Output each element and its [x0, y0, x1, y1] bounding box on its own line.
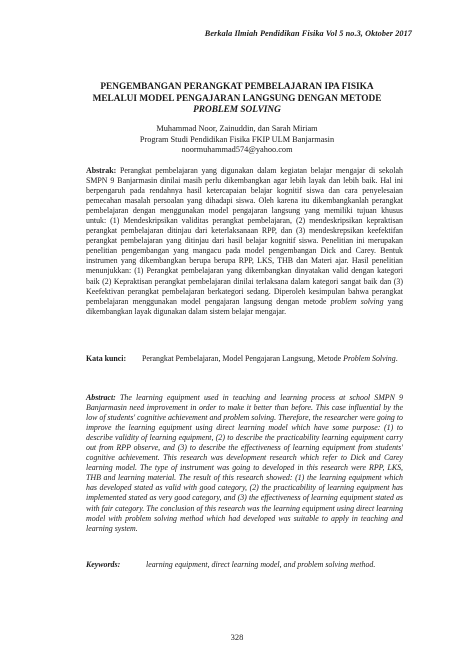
author-names: Muhammad Noor, Zainuddin, dan Sarah Miriam: [156, 124, 318, 133]
kata-kunci-italic: Problem Solving: [343, 354, 396, 363]
abstrak-text-end: yang dikembangkan layak digunakan dalam sistem belajar mengajar.: [86, 296, 404, 316]
abstrak-section: [86, 166, 403, 317]
abstrak-label: Abstrak:: [86, 166, 117, 175]
abstract-label: Abstract:: [86, 393, 116, 402]
abstrak-text: Perangkat pembelajaran yang digunakan dalam kegiatan belajar mengajar di sekolah SMPN 9 Banjarmasin dinilai masih perlu dikembangkan agar lebih layak dan lebih baik. Hal ini berpengaruh pada rendahnya hasil ketercapaian belajar kognitif siswa dan cara penyelesaian pemecahan masalah persoalan yang dihadapi siswa. Oleh karena itu dikembangkanlah perangkat pembelajaran dengan menggunakan model pengajaran langsung yang memiliki tujuan khusus untuk: (1) Mendeskripsikan validitas perangkat pembelajaran, (2) mendeskripsikan kepraktisan perangkat pembelajaran ditinjau dari keterlaksanaan RPP, dan (3) mendeskrepsikan keefektifan perangkat pembelajaran yang ditinjau dari hasil belajar kognitif siswa. Penelitian ini merupakan penelitian pengembangan yang mangacu pada model pengembangan Dick and Carey. Bentuk instrumen yang dikembangkan berupa berupa RPP, LKS, THB dan Materi ajar. Hasil penelitian menunjukkan: (1) Perangkat pembelajaran yang dikembangkan dinyatakan valid dengan kategori baik (2) Kepraktisan perangkat pembelajaran dinilai terlaksana dalam kategori sangat baik dan (3) Keefektivan perangkat pembelajaran berkategori sedang. Diperoleh kesimpulan bahwa perangkat pembelajaran menggunakan model pengajaran langsung dengan metode: [86, 166, 403, 306]
title-line-3: PROBLEM SOLVING: [193, 105, 281, 116]
journal-header: Berkala Ilmiah Pendidikan Fisika Vol 5 no.3, Oktober 2017: [204, 29, 412, 38]
abstract-text: The learning equipment used in teaching and learning process at school SMPN 9 Banjarmasin need improvement in order to make it better than before. This case influential by the low of students' cognitive achievement and problem solving. Therefore, the researcher were going to improve the learning equipment using direct learning model which have some purpose: (1) to describe validity of learning equipment, (2) to describe the practicability learning equipment carry out from RPP observe, and (3) to describe the effectiveness of learning equipment from students' cognitive achievement. This research was development research which refer to Dick and Carey learning model. The type of instrument was going to developed in this research were RPP, LKS, THB and learning material. The result of this research showed: (1) the learning equipment which has developed stated as valid with good category, (2) the practicability of learning equipment has implemented stated as very good category, and (3) the effectiveness of learning equipment stated as with fair category. The conclusion of this research was the learning equipment using direct learning model with problem solving method which had developed was suitable to apply in teaching and learning system.: [86, 393, 403, 533]
kata-kunci-label: Kata kunci:: [86, 354, 127, 363]
keywords-value: learning equipment, direct learning model, and problem solving method.: [146, 560, 376, 569]
title-line-1: PENGEMBANGAN PERANGKAT PEMBELAJARAN IPA FISIKA: [100, 82, 374, 92]
kata-kunci-text: Perangkat Pembelajaran, Model Pengajaran Langsung, Metode: [142, 354, 344, 363]
kata-kunci-value: [142, 354, 403, 364]
title-line-2: MELALUI MODEL PENGAJARAN LANGSUNG DENGAN METODE: [92, 93, 382, 104]
abstract-section: [86, 393, 403, 534]
keywords-label: Keywords:: [86, 560, 121, 569]
paper-title: [78, 82, 396, 117]
author-affiliation: Program Studi Pendidikan Fisika FKIP ULM Banjarmasin: [139, 134, 335, 144]
author-email[interactable]: noormuhammad574@yahoo.com: [181, 145, 293, 155]
author-block: [78, 124, 396, 156]
kata-kunci-section: [86, 354, 403, 364]
page-number: 328: [230, 632, 244, 642]
keywords-section: [86, 560, 403, 570]
kata-kunci-end: .: [395, 354, 398, 363]
abstrak-italic-phrase: problem solving: [330, 296, 384, 306]
